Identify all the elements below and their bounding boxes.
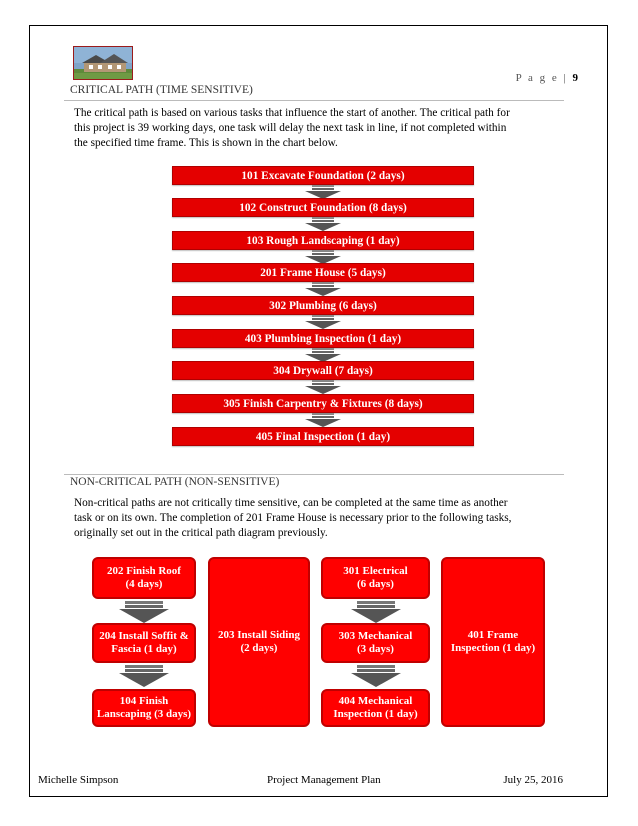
down-arrow-icon — [117, 665, 171, 687]
non-critical-path-rule — [64, 474, 564, 475]
task-304-box: 304 Drywall (7 days) — [172, 361, 474, 380]
task-label: 301 Electrical — [343, 565, 408, 577]
critical-path-paragraph — [74, 106, 566, 151]
task-201-box: 201 Frame House (5 days) — [172, 263, 474, 282]
paragraph-line: The critical path is based on various tasks that influence the start of another. The critical path for — [74, 107, 510, 119]
paragraph-line: originally set out in the critical path diagram previously. — [74, 527, 328, 539]
task-303-box — [321, 623, 430, 663]
page-label: P a g e | — [515, 72, 568, 84]
footer-doc-title: Project Management Plan — [267, 774, 381, 786]
task-204-box — [92, 623, 196, 663]
task-duration: Inspection (1 day) — [450, 642, 536, 654]
critical-path-rule — [64, 100, 564, 101]
task-duration: (4 days) — [125, 578, 163, 590]
task-101-box: 101 Excavate Foundation (2 days) — [172, 166, 474, 185]
task-202-box — [92, 557, 196, 599]
down-arrow-icon — [305, 348, 341, 362]
task-301-box — [321, 557, 430, 599]
task-403-box: 403 Plumbing Inspection (1 day) — [172, 329, 474, 348]
down-arrow-icon — [117, 601, 171, 623]
footer-author: Michelle Simpson — [38, 774, 119, 786]
task-103-box: 103 Rough Landscaping (1 day) — [172, 231, 474, 250]
down-arrow-icon — [305, 380, 341, 394]
task-label: 303 Mechanical — [338, 630, 413, 642]
task-404-box — [321, 689, 430, 727]
page-number — [516, 72, 578, 84]
non-critical-path-paragraph — [74, 496, 566, 541]
task-duration: Inspection (1 day) — [333, 708, 418, 720]
task-duration: Lanscaping (3 days) — [96, 708, 192, 720]
task-405-box: 405 Final Inspection (1 day) — [172, 427, 474, 446]
paragraph-line: this project is 39 working days, one task will delay the next task in line, if not completed within — [74, 122, 507, 134]
task-label: 404 Mechanical — [338, 695, 413, 707]
down-arrow-icon — [349, 665, 403, 687]
down-arrow-icon — [305, 315, 341, 329]
task-duration: (6 days) — [357, 578, 394, 590]
task-duration: Fascia (1 day) — [111, 643, 177, 655]
down-arrow-icon — [305, 413, 341, 427]
down-arrow-icon — [305, 217, 341, 231]
task-label: 204 Install Soffit & — [99, 630, 189, 642]
critical-path-heading: CRITICAL PATH (TIME SENSITIVE) — [70, 84, 253, 96]
task-duration: (3 days) — [357, 643, 394, 655]
task-label: 401 Frame — [467, 629, 519, 641]
down-arrow-icon — [305, 282, 341, 296]
non-critical-path-heading: NON-CRITICAL PATH (NON-SENSITIVE) — [70, 476, 280, 488]
task-401-box — [441, 557, 545, 727]
task-duration: (2 days) — [240, 642, 278, 654]
paragraph-line: Non-critical paths are not critically time sensitive, can be completed at the same time as another — [74, 497, 508, 509]
page-number-value: 9 — [572, 72, 578, 84]
task-305-box: 305 Finish Carpentry & Fixtures (8 days) — [172, 394, 474, 413]
task-label: 203 Install Siding — [218, 629, 300, 641]
down-arrow-icon — [305, 185, 341, 199]
task-203-box — [208, 557, 310, 727]
house-logo-image — [73, 46, 133, 80]
task-label: 202 Finish Roof — [107, 565, 181, 577]
task-label: 104 Finish — [119, 695, 169, 707]
paragraph-line: the specified time frame. This is shown in the chart below. — [74, 137, 338, 149]
task-102-box: 102 Construct Foundation (8 days) — [172, 198, 474, 217]
task-302-box: 302 Plumbing (6 days) — [172, 296, 474, 315]
down-arrow-icon — [305, 250, 341, 264]
task-104-box — [92, 689, 196, 727]
paragraph-line: task or on its own. The completion of 201 Frame House is necessary prior to the following tasks, — [74, 512, 512, 524]
down-arrow-icon — [349, 601, 403, 623]
footer-date: July 25, 2016 — [503, 774, 563, 786]
